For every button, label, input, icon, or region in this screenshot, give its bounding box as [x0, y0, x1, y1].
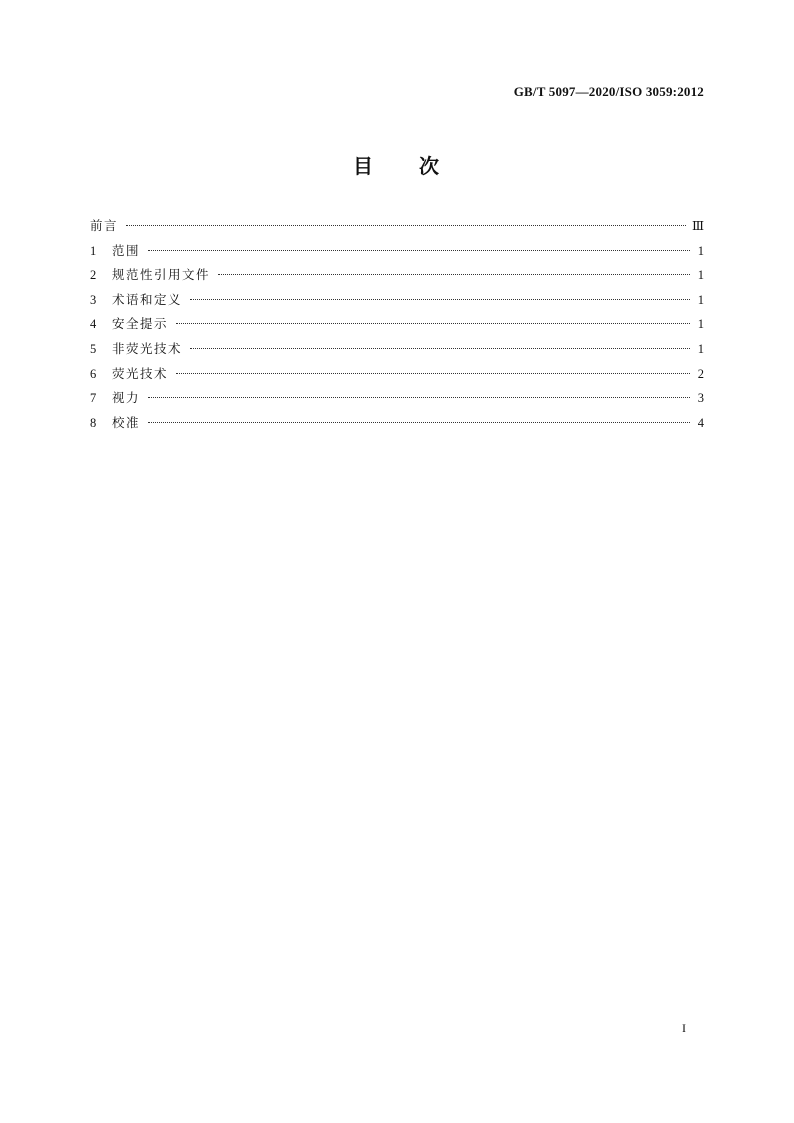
toc-entry-number: 7	[90, 391, 97, 406]
page-number: I	[682, 1021, 686, 1035]
toc-entry-number: 1	[90, 243, 97, 258]
page-title	[0, 150, 794, 179]
toc-entry-normative-references[interactable]	[90, 263, 704, 288]
toc-leader-dots	[176, 373, 690, 374]
page-title-part1: 目	[353, 154, 375, 178]
toc-entry-number: 5	[90, 341, 97, 356]
toc-entry-number: 8	[90, 415, 97, 430]
toc-leader-dots	[218, 274, 690, 275]
toc-entry-page: 3	[697, 391, 704, 406]
toc-leader-dots	[148, 422, 690, 423]
toc-leader-dots	[148, 397, 690, 398]
toc-entry-terms-definitions[interactable]	[90, 288, 704, 313]
toc-entry-page: 1	[697, 268, 704, 283]
toc-entry-vision[interactable]	[90, 386, 704, 411]
toc-leader-dots	[148, 250, 690, 251]
toc-entry-number: 2	[90, 268, 97, 283]
toc-entry-number: 3	[90, 292, 97, 307]
toc-entry-title: 视力	[112, 390, 141, 406]
standard-code: GB/T 5097—2020/ISO 3059:2012	[513, 84, 704, 99]
toc-entry-title: 规范性引用文件	[112, 267, 211, 283]
toc-entry-fluorescent[interactable]	[90, 362, 704, 387]
toc-entry-number: 4	[90, 317, 97, 332]
toc-leader-dots	[126, 225, 686, 226]
toc-entry-page: 1	[697, 292, 704, 307]
toc-entry-title: 安全提示	[112, 316, 169, 332]
toc-entry-page: 1	[697, 317, 704, 332]
table-of-contents	[90, 214, 704, 435]
page-title-part2: 次	[419, 154, 441, 178]
toc-entry-page: 4	[697, 415, 704, 430]
toc-entry-non-fluorescent[interactable]	[90, 337, 704, 362]
toc-leader-dots	[190, 299, 690, 300]
toc-entry-title: 术语和定义	[112, 291, 183, 307]
toc-entry-title: 前言	[90, 218, 119, 233]
toc-entry-title: 范围	[112, 242, 141, 258]
toc-entry-scope[interactable]	[90, 239, 704, 264]
toc-entry-page: 1	[697, 243, 704, 258]
toc-entry-title: 校准	[112, 414, 141, 430]
toc-entry-safety[interactable]	[90, 312, 704, 337]
toc-leader-dots	[190, 348, 690, 349]
toc-entry-page: 2	[697, 366, 704, 381]
toc-entry-title: 荧光技术	[112, 365, 169, 381]
toc-entry-page: 1	[697, 341, 704, 356]
toc-leader-dots	[176, 323, 690, 324]
toc-entry-page: Ⅲ	[691, 219, 704, 233]
toc-entry-number: 6	[90, 366, 97, 381]
toc-entry-calibration[interactable]	[90, 411, 704, 436]
toc-entry-title: 非荧光技术	[112, 340, 183, 356]
toc-entry-foreword[interactable]	[90, 214, 704, 239]
